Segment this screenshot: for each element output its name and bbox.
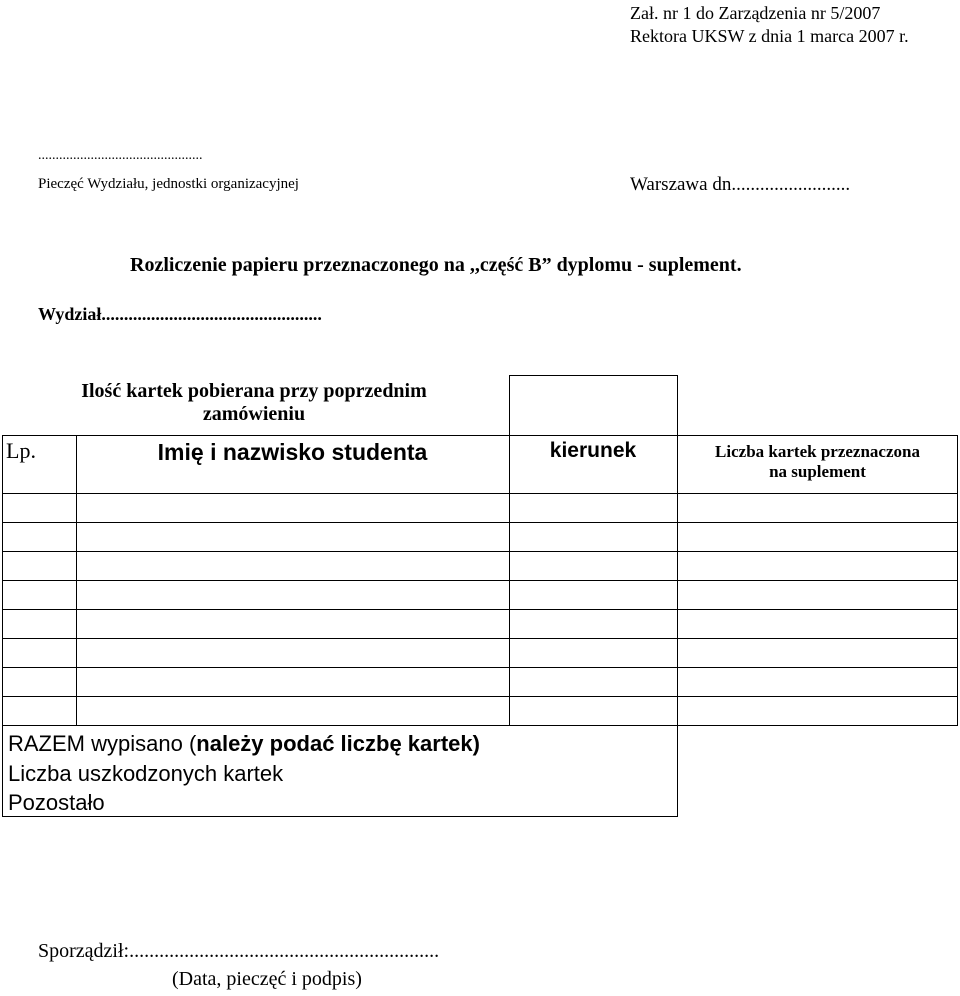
summary-damaged: Liczba uszkodzonych kartek — [8, 761, 284, 786]
document-title: Rozliczenie papieru przeznaczonego na ,,część B” dyplomu - suplement. — [130, 254, 742, 276]
summary-remaining: Pozostało — [8, 790, 105, 815]
prepared-by: Sporządził:.............................................................. — [38, 940, 440, 962]
column-header-sheet-count: Liczba kartek przeznaczona na suplement — [715, 442, 920, 481]
previous-order-label: Ilość kartek pobierana przy poprzednim zamówieniu — [81, 380, 427, 425]
annex-line-2: Rektora UKSW z dnia 1 marca 2007 r. — [630, 26, 909, 46]
signature-note: (Data, pieczęć i podpis) — [172, 968, 362, 990]
column-header-student-name: Imię i nazwisko studenta — [157, 439, 428, 465]
stamp-label: Pieczęć Wydziału, jednostki organizacyjnej — [38, 176, 299, 192]
summary-total: RAZEM wypisano (należy podać liczbę kartek) — [8, 731, 480, 756]
faculty-field: Wydział................................................. — [38, 304, 322, 324]
column-header-lp: Lp. — [6, 438, 36, 463]
annex-line-1: Zał. nr 1 do Zarządzenia nr 5/2007 — [630, 3, 881, 23]
column-header-kierunek: kierunek — [549, 439, 637, 462]
stamp-placeholder: ............................................... — [38, 148, 203, 163]
place-date: Warszawa dn......................... — [630, 174, 851, 195]
